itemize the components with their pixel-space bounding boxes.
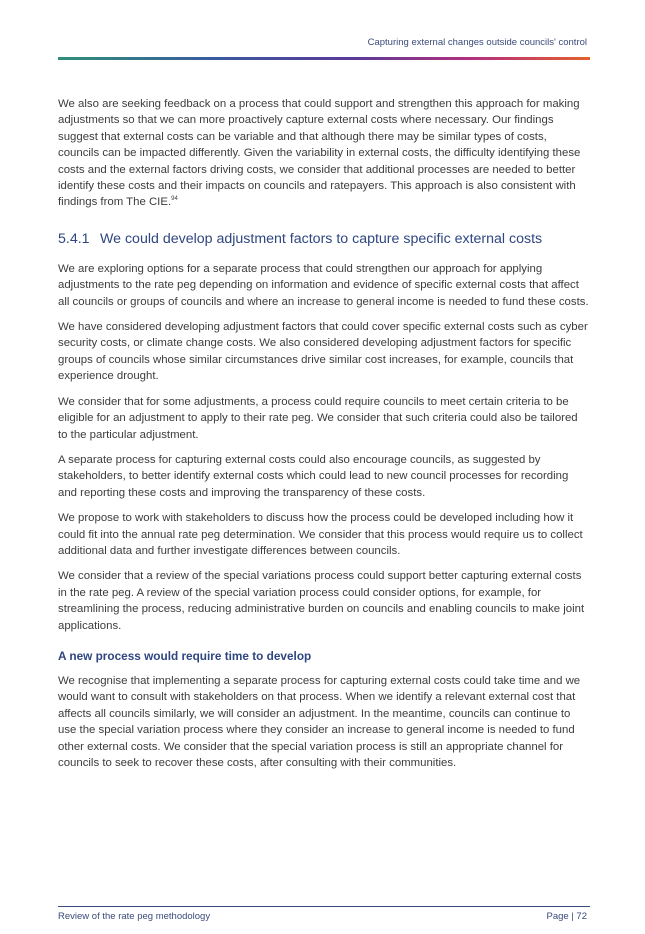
section-paragraph: We propose to work with stakeholders to discuss how the process could be developed including how it could fit into the annual rate peg determination. We consider that this process would require us to collect additional data and further investigate differences between councils. [58,512,583,557]
running-header: Capturing external changes outside councils' control [367,37,587,48]
section-paragraph: We consider that a review of the special variations process could support better capturing external costs in the rate peg. A review of the special variation process could consider options, for example, for streamlining the process, reducing administrative burden on councils and enabling councils to make joint applications. [58,570,585,632]
section-paragraph: We have considered developing adjustment factors that could cover specific external costs such as cyber security costs, or climate change costs. We also considered developing adjustment factors for specific groups of councils whose similar circumstances drive similar cost increases, for example, councils that experience drought. [58,321,588,383]
section-paragraph: We are exploring options for a separate process that could strengthen our approach for applying adjustments to the rate peg depending on information and evidence of specific external costs that affect all councils or groups of councils and where an increase to general income is needed to fund these costs. [58,262,589,308]
footnote-reference[interactable]: 94 [171,196,178,203]
section-number: 5.4.1 [58,230,90,247]
intro-text: We also are seeking feedback on a process that could support and strengthen this approach for making adjustments so that we can more proactively capture external costs where necessary. Our findings suggest that external costs can be variable and that although there may be similar types of costs, councils can be impacted differently. Given the variability in external costs, the difficulty identifying these costs and the external factors driving costs, we consider that additional processes are needed to better identify these costs and their impacts on councils and ratepayers. This approach is also consistent with findings from The CIE. [58,98,581,209]
subsection-heading: A new process would require time to develop [58,648,312,663]
page-body [58,96,590,780]
section-paragraph: A separate process for capturing external costs could also encourage councils, as suggested by stakeholders, to better identify external costs which could lead to new council processes for recording and reporting these costs and improving the transparency of these costs. [58,453,569,499]
footer-rule [58,906,590,907]
subsection-paragraph: We recognise that implementing a separate process for capturing external costs could take time and we would want to consult with stakeholders on that process. When we identify a relevant external cost that affects all councils similarly, we will consider an adjustment. In the meantime, councils can continue to use the special variation process where they consider an increase to general income is needed to fund other external costs. We consider that the special variation process is still an appropriate channel for councils to seek to recover these costs, after consulting with their communities. [58,674,581,769]
header-gradient-rule [58,57,590,60]
intro-paragraph [58,96,590,211]
section-paragraph: We consider that for some adjustments, a process could require councils to meet certain criteria to be eligible for an adjustment to apply to their rate peg. We consider that such criteria could also be tailored to the particular adjustment. [58,395,578,441]
footer-document-title: Review of the rate peg methodology [58,911,211,922]
section-heading [58,231,590,247]
footer-page-number: Page | 72 [546,911,587,922]
section-title: We could develop adjustment factors to capture specific external costs [100,230,543,247]
